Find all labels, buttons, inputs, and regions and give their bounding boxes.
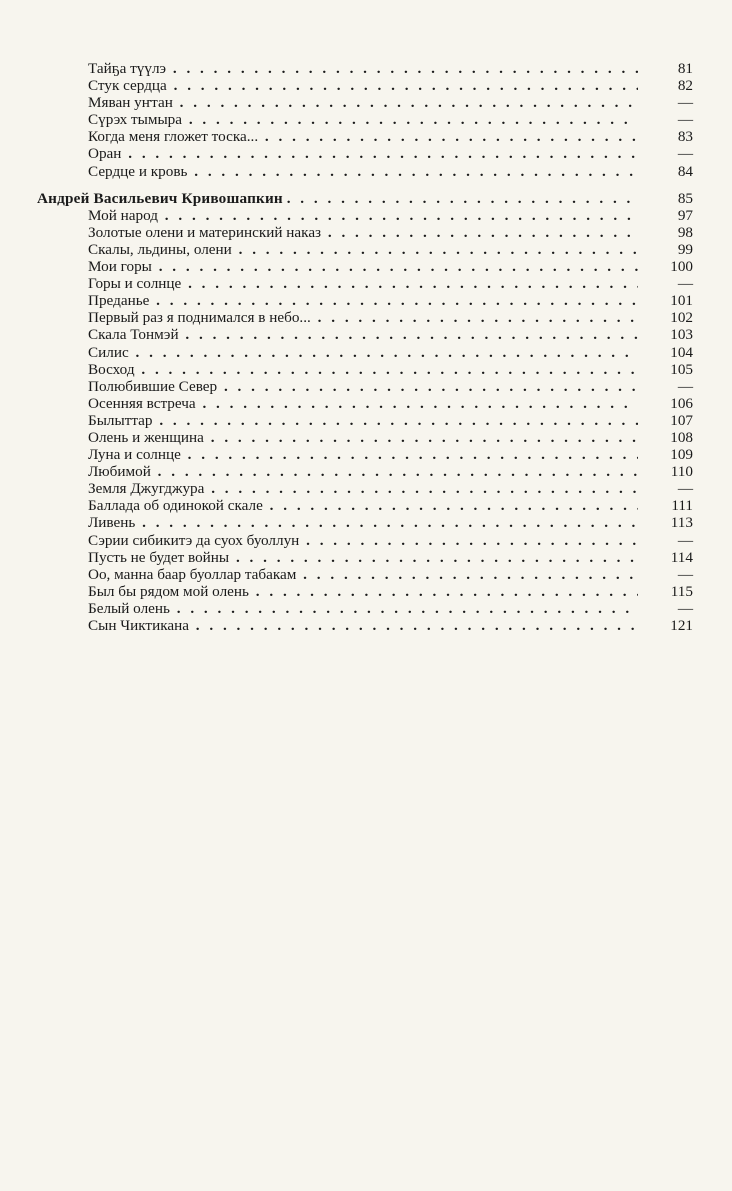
toc-entry-leader — [88, 583, 638, 600]
toc-entry-page: 107 — [670, 411, 693, 429]
toc-entry-leader — [88, 309, 638, 326]
toc-entry-title: Сүрэх тымыра — [88, 111, 183, 129]
toc-entry-title: Был бы рядом мой олень — [88, 582, 249, 600]
toc-entry-page: 110 — [670, 463, 693, 481]
toc-entry — [0, 361, 732, 378]
toc-entry-leader — [88, 207, 638, 224]
toc-entry-page: 83 — [677, 128, 693, 146]
toc-entry-leader — [88, 128, 638, 145]
toc-entry-page: 81 — [677, 60, 693, 77]
toc-entry-page: 105 — [670, 360, 693, 378]
toc-entry — [0, 77, 732, 94]
table-of-contents — [0, 60, 732, 634]
toc-entry — [0, 207, 732, 224]
toc-entry-title: Сын Чиктикана — [88, 617, 189, 634]
toc-entry-page: — — [677, 599, 693, 617]
toc-entry-title: Ливень — [88, 514, 136, 532]
toc-entry-leader — [88, 378, 638, 395]
toc-entry — [0, 497, 732, 514]
toc-entry-title: Скалы, льдины, олени — [88, 240, 232, 258]
toc-entry-page: 84 — [677, 162, 693, 180]
toc-entry-page: — — [677, 531, 693, 549]
toc-entry-page: — — [677, 377, 693, 395]
toc-entry-leader — [88, 163, 638, 180]
toc-entry-page: 121 — [670, 617, 693, 634]
toc-entry — [0, 292, 732, 309]
toc-entry — [0, 600, 732, 617]
toc-entry — [0, 532, 732, 549]
toc-entry-title: Осенняя встреча — [88, 394, 196, 412]
toc-entry — [0, 446, 732, 463]
toc-entry-page: 101 — [670, 292, 693, 310]
toc-entry-title: Луна и солнце — [88, 446, 181, 464]
toc-entry-page: 98 — [677, 223, 693, 241]
toc-entry-page: 115 — [670, 582, 693, 600]
toc-entry-page: 104 — [670, 343, 693, 361]
toc-entry-title: Восход — [88, 360, 135, 378]
toc-entry-page: — — [677, 565, 693, 583]
toc-entry — [0, 163, 732, 180]
toc-entry-title: Первый раз я поднимался в небо... — [88, 309, 311, 327]
section-gap — [0, 180, 732, 190]
author-leader — [37, 190, 638, 207]
toc-entry-page: 82 — [677, 77, 693, 95]
toc-entry-page: — — [677, 275, 693, 293]
toc-entry-leader — [88, 446, 638, 463]
toc-entry-leader — [88, 395, 638, 412]
toc-entry-leader — [88, 600, 638, 617]
author-name: Андрей Васильевич Кривошапкин — [37, 189, 283, 207]
toc-entry-page: 108 — [670, 428, 693, 446]
toc-entry-title: Силис — [88, 343, 129, 361]
toc-entry-title: Сэрии сибикитэ да суох буоллун — [88, 531, 300, 549]
toc-entry-title: Мой народ — [88, 206, 158, 224]
toc-entry — [0, 378, 732, 395]
toc-entry-title: Мяван уҥтан — [88, 94, 173, 112]
toc-entry-page: 97 — [677, 206, 693, 224]
toc-entry-page: 111 — [671, 497, 693, 515]
toc-entry-title: Полюбившие Север — [88, 377, 218, 395]
toc-entry-leader — [88, 145, 638, 162]
toc-entry-leader — [88, 480, 638, 497]
toc-section-2 — [0, 207, 732, 634]
toc-entry-title: Пусть не будет войны — [88, 548, 230, 566]
toc-entry — [0, 224, 732, 241]
toc-entry-page: — — [677, 111, 693, 129]
toc-entry-title: Мои горы — [88, 258, 152, 276]
toc-entry-title: Тайҕа түүлэ — [88, 60, 167, 77]
toc-entry-leader — [88, 514, 638, 531]
toc-entry-title: Скала Тонмэй — [88, 326, 179, 344]
toc-entry-leader — [88, 275, 638, 292]
toc-entry — [0, 463, 732, 480]
toc-entry — [0, 275, 732, 292]
toc-entry-leader — [88, 497, 638, 514]
toc-entry-page: 109 — [670, 446, 693, 464]
toc-entry-title: Баллада об одинокой скале — [88, 497, 263, 515]
toc-entry-title: Былыттар — [88, 411, 153, 429]
toc-entry-page: 102 — [670, 309, 693, 327]
toc-entry-title: Белый олень — [88, 599, 170, 617]
toc-entry-leader — [88, 566, 638, 583]
toc-entry-title: Оран — [88, 145, 122, 163]
toc-entry — [0, 344, 732, 361]
toc-entry-title: Преданье — [88, 292, 150, 310]
toc-entry-page: 106 — [670, 394, 693, 412]
toc-section-1 — [0, 60, 732, 180]
toc-entry-title: Когда меня гложет тоска... — [88, 128, 259, 146]
toc-entry — [0, 566, 732, 583]
toc-entry-leader — [88, 77, 638, 94]
toc-entry-leader — [88, 463, 638, 480]
toc-entry — [0, 326, 732, 343]
toc-entry — [0, 549, 732, 566]
toc-entry-page: 114 — [670, 548, 693, 566]
toc-entry-leader — [88, 60, 638, 77]
toc-entry-leader — [88, 258, 638, 275]
toc-entry-leader — [88, 412, 638, 429]
toc-entry — [0, 480, 732, 497]
toc-entry — [0, 258, 732, 275]
toc-entry — [0, 395, 732, 412]
author-page-number: 85 — [677, 189, 693, 207]
toc-entry — [0, 241, 732, 258]
toc-entry-title: Горы и солнце — [88, 275, 182, 293]
toc-entry-title: Золотые олени и материнский наказ — [88, 223, 322, 241]
toc-entry-title: Олень и женщина — [88, 428, 204, 446]
toc-author-entry — [0, 190, 732, 207]
toc-entry-leader — [88, 224, 638, 241]
toc-entry — [0, 145, 732, 162]
toc-entry-leader — [88, 94, 638, 111]
toc-entry — [0, 94, 732, 111]
toc-entry — [0, 514, 732, 531]
toc-entry — [0, 583, 732, 600]
toc-entry-page: — — [677, 94, 693, 112]
toc-entry-page: 113 — [670, 514, 693, 532]
toc-entry — [0, 617, 732, 634]
toc-entry-leader — [88, 292, 638, 309]
toc-entry-title: Стук сердца — [88, 77, 167, 95]
toc-entry-page: 99 — [677, 240, 693, 258]
toc-entry — [0, 128, 732, 145]
toc-entry-leader — [88, 617, 638, 634]
toc-entry-title: Любимой — [88, 463, 151, 481]
toc-entry-leader — [88, 111, 638, 128]
toc-entry-leader — [88, 429, 638, 446]
toc-entry-page: — — [677, 480, 693, 498]
toc-entry-leader — [88, 361, 638, 378]
toc-entry-page: 100 — [670, 258, 693, 276]
toc-entry-leader — [88, 532, 638, 549]
toc-entry-leader — [88, 326, 638, 343]
toc-entry-page: 103 — [670, 326, 693, 344]
toc-entry — [0, 412, 732, 429]
toc-entry — [0, 429, 732, 446]
toc-entry-title: Земля Джугджура — [88, 480, 205, 498]
toc-entry — [0, 111, 732, 128]
toc-entry — [0, 309, 732, 326]
toc-entry-leader — [88, 241, 638, 258]
toc-entry-title: Сердце и кровь — [88, 162, 188, 180]
toc-entry — [0, 60, 732, 77]
toc-entry-leader — [88, 549, 638, 566]
toc-entry-page: — — [677, 145, 693, 163]
toc-entry-title: Оо, манна баар буоллар табакам — [88, 565, 297, 583]
toc-entry-leader — [88, 344, 638, 361]
